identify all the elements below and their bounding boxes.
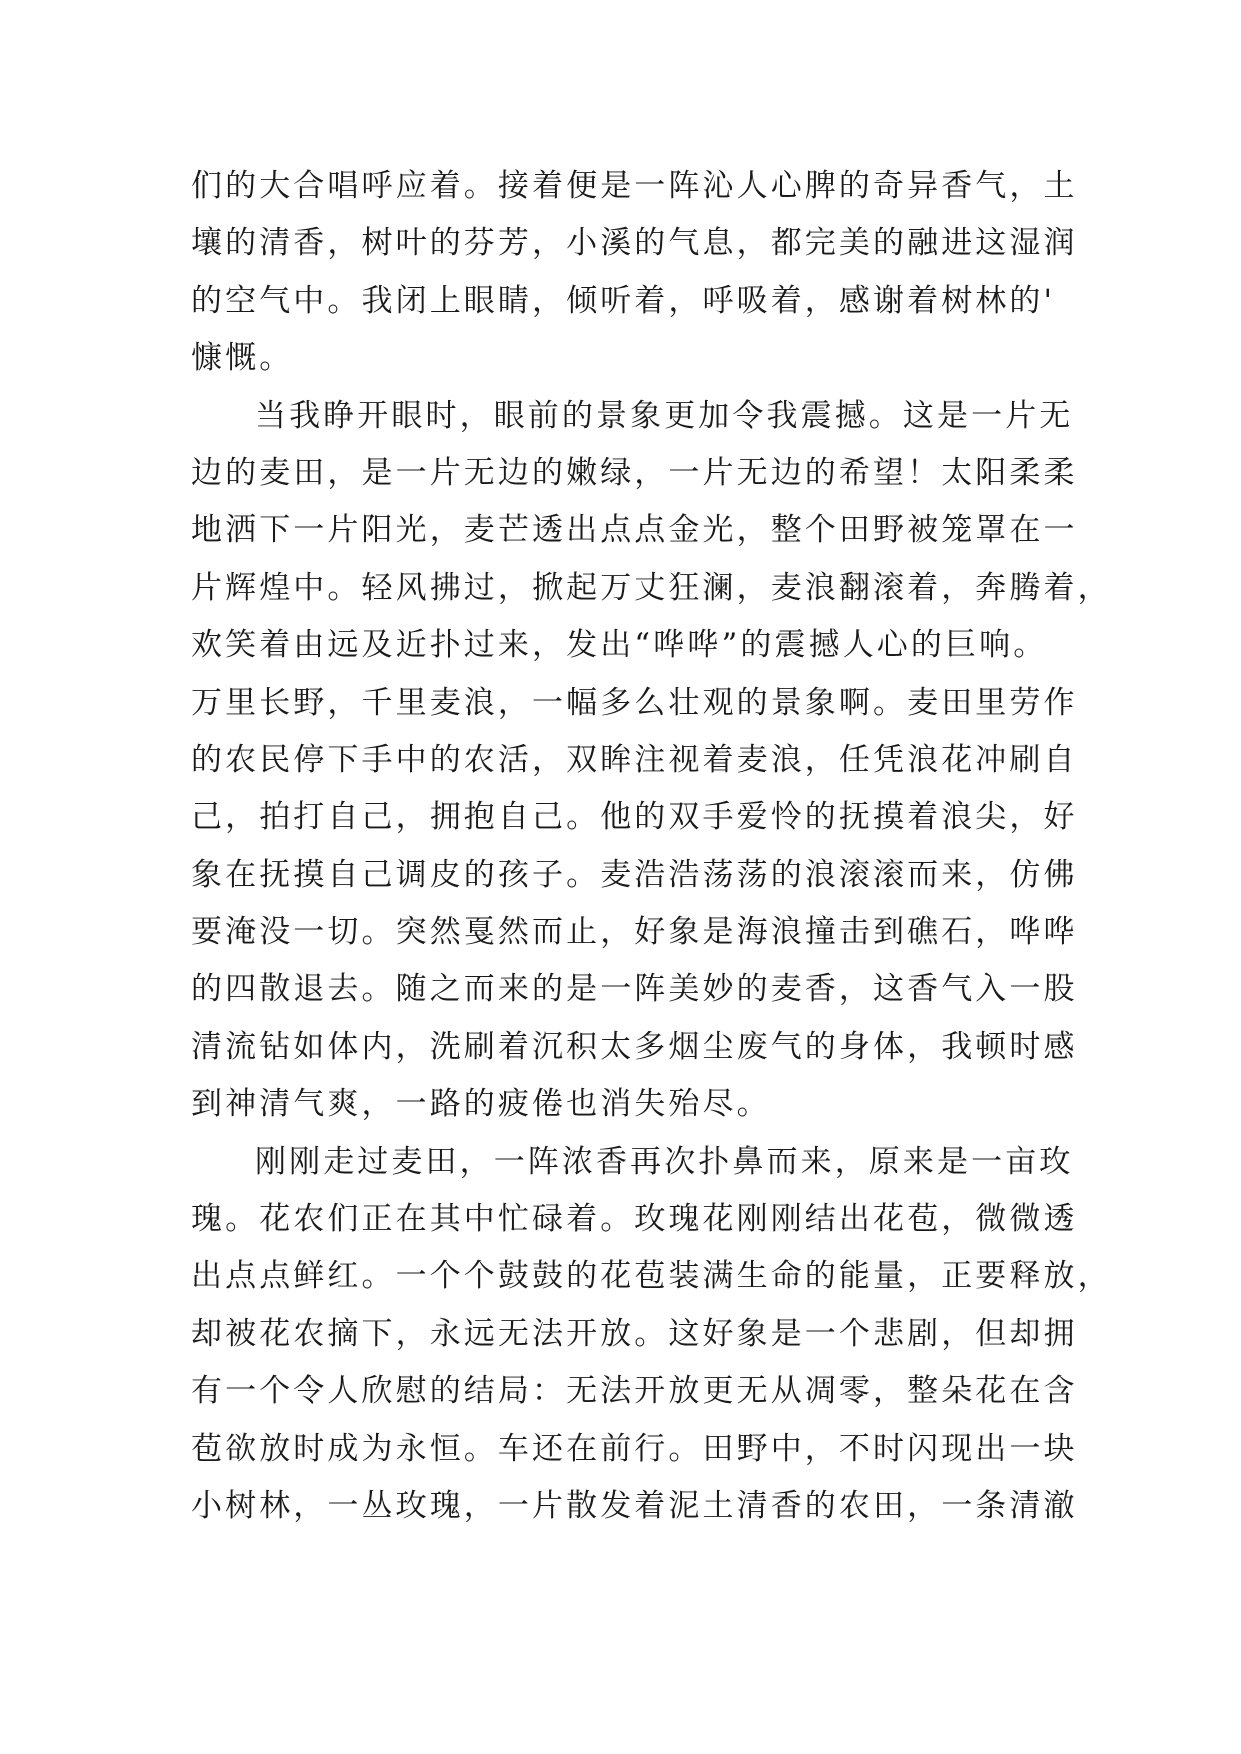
text-line: 慷慨。 bbox=[191, 340, 294, 377]
text-line: 壤的清香，树叶的芬芳，小溪的气息，都完美的融进这湿润 bbox=[191, 225, 1078, 262]
text-line: 的四散退去。随之而来的是一阵美妙的麦香，这香气入一股 bbox=[191, 971, 1078, 1008]
text-line: 刚刚走过麦田，一阵浓香再次扑鼻而来，原来是一亩玫 bbox=[255, 1143, 1074, 1180]
text-line: 边的麦田，是一片无边的嫩绿，一片无边的希望！太阳柔柔 bbox=[191, 454, 1078, 491]
text-line: 要淹没一切。突然戛然而止，好象是海浪撞击到礁石，哗哗 bbox=[191, 914, 1078, 951]
text-line: 们的大合唱呼应着。接着便是一阵沁人心脾的奇异香气，土 bbox=[191, 168, 1078, 204]
text-line: 清流钻如体内，洗刷着沉积太多烟尘废气的身体，我顿时感 bbox=[191, 1028, 1078, 1065]
text-line: 苞欲放时成为永恒。车还在前行。田野中，不时闪现出一块 bbox=[191, 1430, 1078, 1467]
text-line: 万里长野，千里麦浪，一幅多么壮观的景象啊。麦田里劳作 bbox=[191, 684, 1078, 721]
text-line: 当我睁开眼时，眼前的景象更加令我震撼。这是一片无 bbox=[255, 397, 1074, 434]
text-line: 的农民停下手中的农活，双眸注视着麦浪，任凭浪花冲刷自 bbox=[191, 741, 1078, 778]
text-line: 欢笑着由远及近扑过来，发出“哗哗”的震撼人心的巨响。 bbox=[191, 627, 1048, 664]
text-line: 到神清气爽，一路的疲倦也消失殆尽。 bbox=[191, 1086, 771, 1123]
text-line: 的空气中。我闭上眼睛，倾听着，呼吸着，感谢着树林的' bbox=[191, 282, 1056, 319]
body-text bbox=[191, 158, 1112, 1535]
text-line: 有一个令人欣慰的结局：无法开放更无从凋零，整朵花在含 bbox=[191, 1373, 1078, 1410]
text-line: 却被花农摘下，永远无法开放。这好象是一个悲剧，但却拥 bbox=[191, 1315, 1078, 1352]
text-line: 地洒下一片阳光，麦芒透出点点金光，整个田野被笼罩在一 bbox=[191, 512, 1078, 549]
text-line: 出点点鲜红。一个个鼓鼓的花苞装满生命的能量，正要释放， bbox=[191, 1258, 1112, 1295]
text-line: 小树林，一丛玫瑰，一片散发着泥土清香的农田，一条清澈 bbox=[191, 1487, 1078, 1524]
text-line: 片辉煌中。轻风拂过，掀起万丈狂澜，麦浪翻滚着，奔腾着， bbox=[191, 569, 1112, 606]
text-line: 瑰。花农们正在其中忙碌着。玫瑰花刚刚结出花苞，微微透 bbox=[191, 1201, 1078, 1238]
text-line: 象在抚摸自己调皮的孩子。麦浩浩荡荡的浪滚滚而来，仿佛 bbox=[191, 856, 1078, 893]
text-line: 己，拍打自己，拥抱自己。他的双手爱怜的抚摸着浪尖，好 bbox=[191, 799, 1078, 836]
